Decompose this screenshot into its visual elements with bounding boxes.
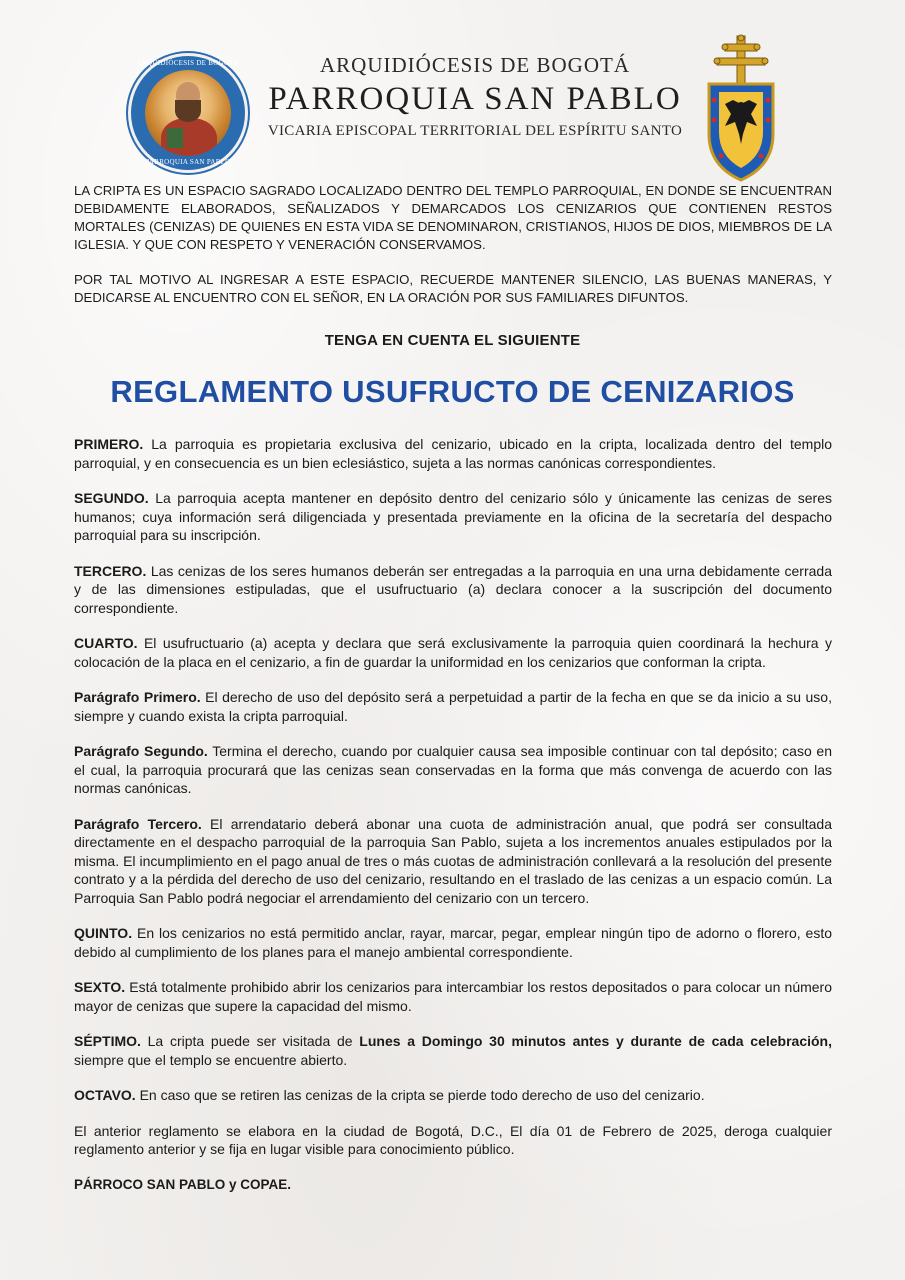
- regulation-articles: [74, 435, 832, 1211]
- archdiocese-name: ARQUIDIÓCESIS DE BOGOTÁ: [320, 53, 630, 77]
- article-text: El arrendatario deberá abonar una cuota de administración anual, que podrá ser consultada directamente en el despacho parroquial de la parroquia San Pablo, sujeta a los incrementos anuales estipulados por la misma. El incumplimiento en el pago anual de tres o más cuotas de administración conllevará a la resolución del presente contrato y a la pérdida del derecho de uso del cenizario, resultando en el traslado de las cenizas a un espacio común. La Parroquia San Pablo podrá negociar el arrendamiento del cenizario con un tercero.: [74, 815, 832, 906]
- article-octavo: [74, 1086, 832, 1105]
- notice-subheading: TENGA EN CUENTA EL SIGUIENTE: [324, 332, 581, 349]
- seal-bottom-text: PARROQUIA SAN PABLO: [145, 158, 231, 166]
- saint-paul-portrait: [145, 70, 231, 156]
- letterhead: [0, 30, 905, 180]
- article-text: Las cenizas de los seres humanos deberán ser entregadas a la parroquia en una urna debidamente cerrada y de las dimensiones estipuladas, que el usufructuario (a) declara conocer a la suscripción del documento correspondiente.: [74, 562, 832, 616]
- article-cuarto: [74, 634, 832, 671]
- vicariate-name: VICARIA EPISCOPAL TERRITORIAL DEL ESPÍRITU SANTO: [267, 123, 683, 139]
- article-text: siempre que el templo se encuentre abierto.: [74, 1051, 348, 1068]
- letterhead-title: [255, 52, 695, 142]
- closing-statement: El anterior reglamento se elabora en la ciudad de Bogotá, D.C., El día 01 de Febrero de 2025, deroga cualquier reglamento anterior y se fija en lugar visible para conocimiento público.: [74, 1122, 832, 1157]
- parish-seal-logo: [131, 56, 245, 170]
- paragraph-primero: [74, 688, 832, 725]
- article-sexto: [74, 978, 832, 1015]
- article-text: Termina el derecho, cuando por cualquier causa sea imposible continuar con tal depósito; caso en el cual, la parroquia procurará que las cenizas sean conservadas en la forma que más convenga de acuerdo con las normas canónicas.: [74, 743, 832, 796]
- intro-paragraph-2: POR TAL MOTIVO AL INGRESAR A ESTE ESPACIO, RECUERDE MANTENER SILENCIO, LAS BUENAS MANERAS, Y DEDICARSE AL ENCUENTRO CON EL SEÑOR, EN LA ORACIÓN POR SUS FAMILIARES DIFUNTOS.: [74, 272, 832, 305]
- article-label: QUINTO.: [74, 925, 133, 941]
- paragraph-tercero: [74, 815, 832, 908]
- article-septimo: [74, 1032, 832, 1069]
- article-label: OCTAVO.: [74, 1087, 136, 1103]
- article-tercero: [74, 562, 832, 618]
- visiting-hours: Lunes a Domingo 30 minutos antes y durante de cada celebración,: [359, 1033, 832, 1049]
- archdiocese-coat-of-arms-icon: [703, 34, 779, 184]
- article-label: Parágrafo Primero.: [74, 689, 201, 705]
- intro-paragraph-1: LA CRIPTA ES UN ESPACIO SAGRADO LOCALIZADO DENTRO DEL TEMPLO PARROQUIAL, EN DONDE SE ENCUENTRAN DEBIDAMENTE ELABORADOS, SEÑALIZADOS Y DEMARCADOS LOS CENIZARIOS QUE CONTIENEN RESTOS MORTALES (CENIZAS) DE QUIENES EN ESTA VIDA SE DENOMINARON, CRISTIANOS, HIJOS DE DIOS, MIEMBROS DE LA IGLESIA. Y QUE CON RESPETO Y VENERACIÓN CONSERVAMOS.: [74, 183, 832, 252]
- article-text: Está totalmente prohibido abrir los cenizarios para intercambiar los restos depositados o para colocar un número mayor de cenizas que supere la capacidad del mismo.: [74, 979, 832, 1014]
- article-label: Parágrafo Segundo.: [74, 743, 208, 759]
- article-label: PRIMERO.: [74, 436, 144, 452]
- article-text: El usufructuario (a) acepta y declara que será exclusivamente la parroquia quien coordinará la hechura y colocación de la placa en el cenizario, a fin de guardar la uniformidad en los cenizarios que conforman la cripta.: [74, 635, 832, 670]
- article-label: SEXTO.: [74, 979, 126, 995]
- article-text: En caso que se retiren las cenizas de la cripta se pierde todo derecho de uso del cenizario.: [135, 1087, 705, 1103]
- article-text: En los cenizarios no está permitido anclar, rayar, marcar, pegar, emplear ningún tipo de adorno o florero, esto debido al cumplimiento de los planes para el manejo ambiental correspondiente.: [74, 925, 832, 960]
- signature-line: PÁRROCO SAN PABLO y COPAE.: [74, 1176, 292, 1192]
- article-label: SEGUNDO.: [74, 490, 149, 506]
- article-text: La parroquia es propietaria exclusiva del cenizario, ubicado en la cripta, localizada dentro del templo parroquial, y en consecuencia es un bien eclesiástico, sujeta a las normas canónicas correspondientes.: [74, 436, 832, 471]
- article-label: SÉPTIMO.: [74, 1033, 141, 1049]
- seal-top-text: ARQUIDIÓCESIS DE BOGOTÁ: [136, 59, 240, 67]
- article-label: CUARTO.: [74, 635, 138, 651]
- article-quinto: [74, 924, 832, 961]
- article-text: El derecho de uso del depósito será a perpetuidad a partir de la fecha en que se da inicio a su uso, siempre y cuando exista la cripta parroquial.: [74, 689, 832, 724]
- intro-text: [74, 182, 832, 324]
- regulation-title: REGLAMENTO USUFRUCTO DE CENIZARIOS: [110, 374, 795, 409]
- article-label: TERCERO.: [74, 562, 147, 579]
- article-text: La parroquia acepta mantener en depósito dentro del cenizario sólo y únicamente las cenizas de seres humanos; cuya información será diligenciada y presentada previamente en la oficina de la secretaría del despacho parroquial para su inscripción.: [74, 490, 832, 543]
- article-segundo: [74, 489, 832, 545]
- paragraph-segundo: [74, 742, 832, 798]
- article-text: La cripta puede ser visitada de: [140, 1033, 360, 1049]
- article-primero: [74, 435, 832, 472]
- article-label: Parágrafo Tercero.: [74, 815, 202, 832]
- parish-name: PARROQUIA SAN PABLO: [268, 81, 682, 117]
